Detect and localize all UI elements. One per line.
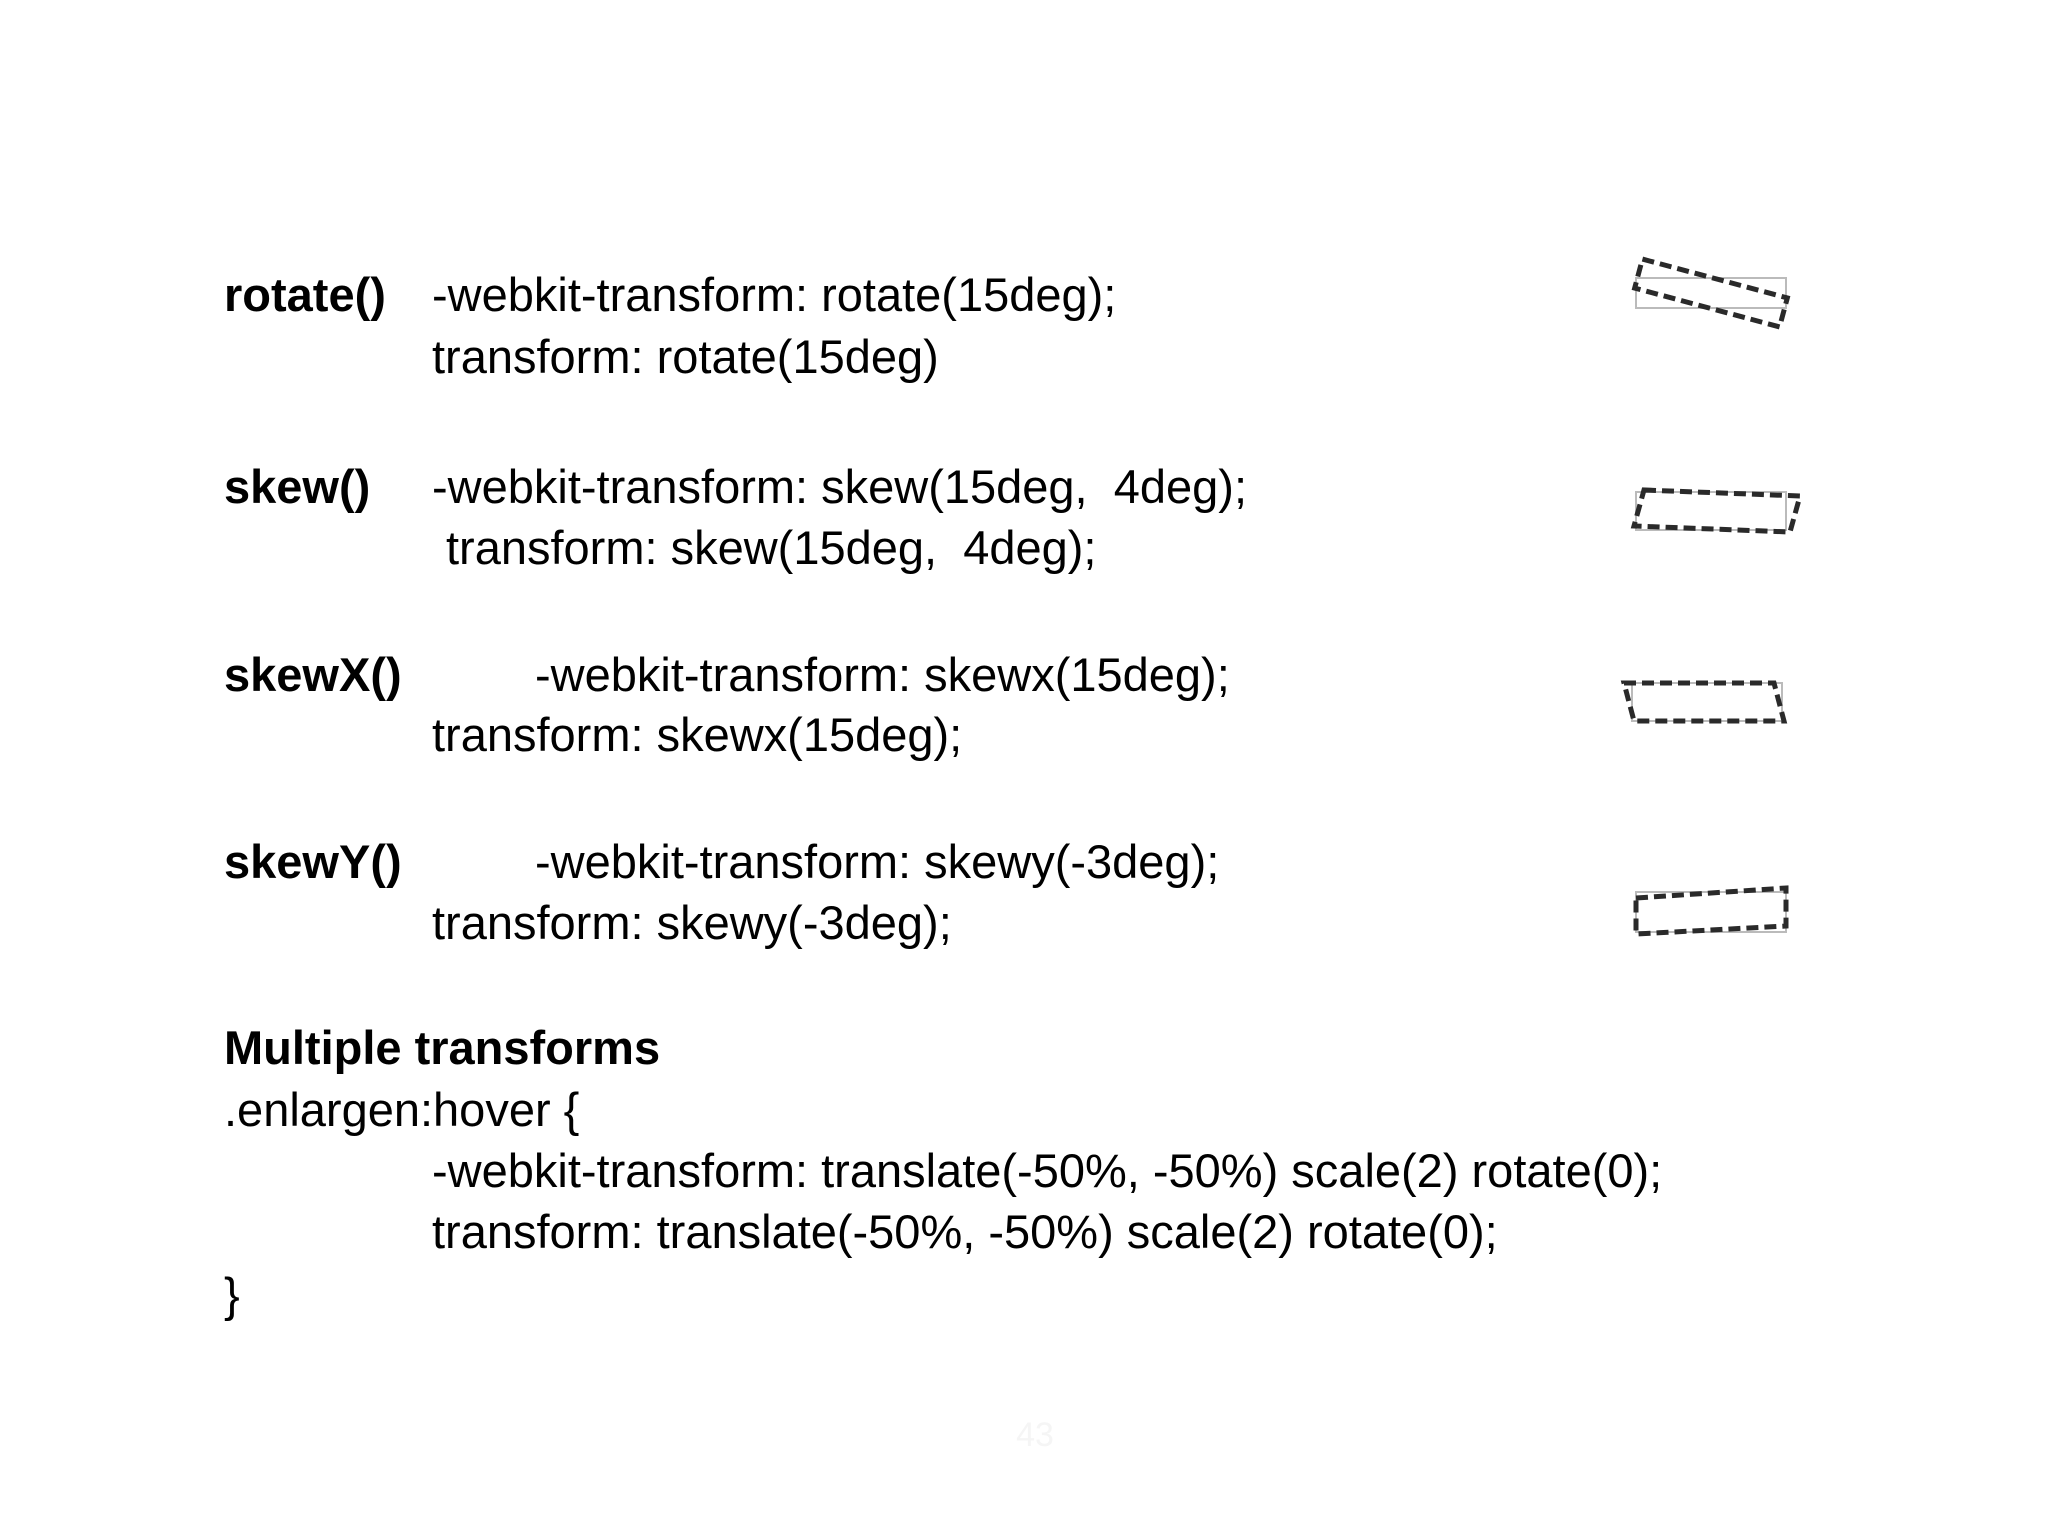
skewy-webkit-line: -webkit-transform: skewy(-3deg);	[535, 835, 1220, 888]
skewy-rectangle-illustration	[1628, 870, 1798, 950]
skewx-standard-line: transform: skewx(15deg);	[432, 708, 963, 761]
multiple-standard-line: transform: translate(-50%, -50%) scale(2) rotate(0);	[432, 1205, 1498, 1258]
rotate-webkit-line: -webkit-transform: rotate(15deg);	[432, 268, 1117, 321]
skewy-keyword: skewY()	[224, 835, 402, 888]
multiple-webkit-line: -webkit-transform: translate(-50%, -50%) scale(2) rotate(0);	[432, 1144, 1663, 1197]
skewx-keyword: skewX()	[224, 648, 402, 701]
closing-brace: }	[224, 1268, 240, 1321]
enlargen-selector: .enlargen:hover {	[224, 1083, 580, 1136]
skewx-rectangle-illustration	[1618, 665, 1788, 745]
multiple-transforms-heading: Multiple transforms	[224, 1021, 661, 1074]
skew-keyword: skew()	[224, 460, 371, 513]
skewx-webkit-line: -webkit-transform: skewx(15deg);	[535, 648, 1230, 701]
rotate-standard-line: transform: rotate(15deg)	[432, 330, 939, 383]
skewed-rectangle-illustration	[1628, 470, 1798, 550]
rotate-keyword: rotate()	[224, 268, 386, 321]
page-number: 43	[1016, 1416, 1054, 1454]
skew-standard-line: transform: skew(15deg, 4deg);	[446, 521, 1097, 574]
skewy-standard-line: transform: skewy(-3deg);	[432, 896, 952, 949]
rotated-rectangle-illustration	[1628, 250, 1798, 330]
skew-webkit-line: -webkit-transform: skew(15deg, 4deg);	[432, 460, 1247, 513]
